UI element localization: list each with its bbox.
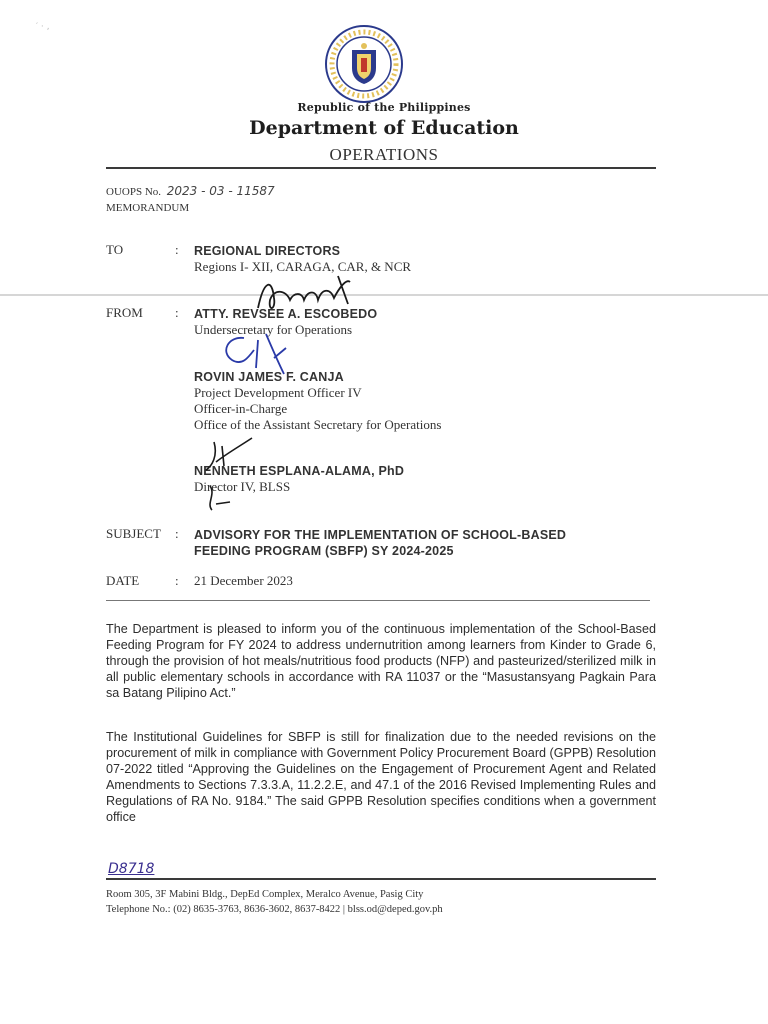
scan-mark: ′ · ‚ [36, 22, 50, 32]
to-block [194, 243, 411, 275]
signatory-2 [194, 369, 441, 433]
body-paragraph-1: The Department is pleased to inform you of the continuous implementation of the School-Based Feeding Program for FY 2024 to address undernutrition among learners from Kinder to Grade 6, through the provision of hot meals/nutritious food products (NFP) and pasteurized/sterilized milk in all public elementary schools in accordance with RA 11037 or the “Masustansyang Pagkain Para sa Batang Pilipino Act.” [106, 622, 656, 700]
to-label: TO [106, 242, 124, 257]
reference-number: 2023 - 03 - 11587 [166, 184, 275, 198]
signatory-1-name: ATTY. REVSEE A. ESCOBEDO [194, 307, 378, 321]
date-value: 21 December 2023 [194, 573, 293, 588]
footer-contact [106, 887, 443, 917]
department-heading: Department of Education [249, 117, 519, 139]
footer-address: Room 305, 3F Mabini Bldg., DepEd Complex, Meralco Avenue, Pasig City [106, 889, 424, 900]
subject-colon: : [175, 526, 179, 541]
subject-label: SUBJECT [106, 526, 161, 541]
signatory-1 [194, 306, 377, 338]
subject-block [194, 527, 566, 559]
signatory-2-name: ROVIN JAMES F. CANJA [194, 370, 344, 384]
subject-line-1: ADVISORY FOR THE IMPLEMENTATION OF SCHOOL-BASED [194, 528, 567, 542]
to-colon: : [175, 242, 179, 257]
footer-divider [106, 878, 656, 880]
body-divider [106, 600, 650, 601]
signatory-2-title-3: Office of the Assistant Secretary for Operations [194, 417, 442, 432]
control-stamp: D8718 [108, 861, 155, 877]
signatory-3 [194, 463, 404, 495]
memo-reference [106, 183, 275, 216]
reference-label: OUOPS No. [106, 186, 162, 198]
date-label: DATE [106, 573, 140, 588]
from-colon: : [175, 305, 179, 320]
to-regions: Regions I- XII, CARAGA, CAR, & NCR [194, 259, 412, 274]
signatory-2-title-1: Project Development Officer IV [194, 385, 362, 400]
body-paragraph-2: The Institutional Guidelines for SBFP is still for finalization due to the needed revisions on the procurement of milk in compliance with Government Policy Procurement Board (GPPB) Resolution 07-2022 titled “Approving the Guidelines on the Engagement of Procurement Agent and Related Amendments to Sections 7.3.3.A, 11.2.2.E, and 47.1 of the 2016 Revised Implementing Rules and Regulations of RA No. 9184.” The said GPPB Resolution specifies conditions when a government office [106, 730, 656, 824]
signatory-3-name: NENNETH ESPLANA-ALAMA, PhD [194, 464, 405, 478]
memo-type: MEMORANDUM [106, 202, 190, 214]
header-divider [106, 167, 656, 169]
signatory-3-title: Director IV, BLSS [194, 479, 291, 494]
signatory-2-title-2: Officer-in-Charge [194, 401, 288, 416]
office-heading: OPERATIONS [329, 145, 439, 164]
footer-telephone: Telephone No.: (02) 8635-3763, 8636-3602, 8637-8422 | blss.od@deped.gov.ph [106, 904, 443, 915]
signatory-1-title: Undersecretary for Operations [194, 322, 353, 337]
from-label: FROM [106, 305, 143, 320]
scan-fold-line [0, 294, 768, 296]
subject-line-2: FEEDING PROGRAM (SBFP) SY 2024-2025 [194, 544, 454, 558]
date-colon: : [175, 573, 179, 588]
deped-seal-icon [324, 24, 404, 104]
republic-heading: Republic of the Philippines [297, 101, 471, 114]
to-recipients: REGIONAL DIRECTORS [194, 244, 341, 258]
